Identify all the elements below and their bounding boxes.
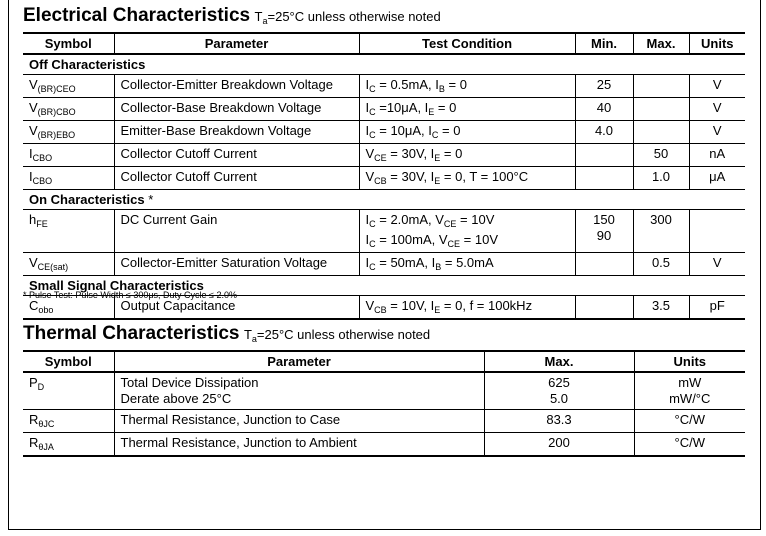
max-cell: 300 [633, 210, 689, 253]
min-cell [575, 296, 633, 320]
parameter-cell: Collector Cutoff Current [114, 144, 359, 167]
col-symbol: Symbol [44, 353, 92, 369]
parameter-cell: Total Device Dissipation Derate above 25°C [114, 372, 484, 410]
table-row [23, 75, 745, 98]
test-cell: $V_{CE} = 30V$, $I_E = 0$ [359, 144, 575, 167]
table-row [23, 433, 745, 457]
max-cell: 3.5 [633, 296, 689, 320]
min-cell [575, 253, 633, 276]
col-max: Max. [484, 351, 634, 372]
test-cell: $V_{CB} = 10V$, $I_E = 0$, f = 100kHz [359, 296, 575, 320]
parameter-cell: Thermal Resistance, Junction to Case [114, 410, 484, 433]
col-parameter: Parameter [114, 33, 359, 54]
electrical-table [23, 32, 745, 320]
unit-cell [689, 210, 745, 253]
symbol-cell: $I_{CBO}$ [29, 146, 53, 163]
symbol-cell: $V_{(BR)CBO}$ [29, 100, 76, 117]
col-test-condition: Test Condition [359, 33, 575, 54]
table-row [23, 98, 745, 121]
electrical-title-text: Electrical Characteristics [23, 5, 251, 26]
thermal-table [23, 350, 745, 457]
symbol-cell: $R_{\theta JA}$ [29, 435, 54, 452]
col-min: Min. [575, 33, 633, 54]
thermal-title [23, 323, 430, 345]
table-row [23, 410, 745, 433]
min-cell [575, 167, 633, 190]
unit-cell: V [689, 121, 745, 144]
col-symbol: Symbol [44, 35, 92, 51]
parameter-cell: Collector Cutoff Current [114, 167, 359, 190]
thermal-title-text: Thermal Characteristics [23, 323, 240, 344]
max-cell: 50 [633, 144, 689, 167]
symbol-cell: $I_{CBO}$ [29, 169, 53, 186]
unit-cell: V [689, 75, 745, 98]
symbol-cell: $C_{obo}$ [29, 298, 54, 315]
parameter-cell: DC Current Gain [114, 210, 359, 253]
table-row [23, 167, 745, 190]
symbol-cell: $V_{(BR)EBO}$ [29, 123, 76, 140]
unit-cell: V [689, 253, 745, 276]
parameter-cell: Collector-Emitter Breakdown Voltage [114, 75, 359, 98]
parameter-cell: Output Capacitance [114, 296, 359, 320]
col-units: Units [634, 351, 745, 372]
test-cell: $I_C =10\mu A$, $I_E = 0$ [359, 98, 575, 121]
test-cell: $I_C = 0.5mA$, $I_B = 0$ [359, 75, 575, 98]
symbol-cell: $V_{(BR)CEO}$ [29, 77, 76, 94]
thermal-header-row [23, 351, 745, 372]
symbol-cell: $P_D$ [29, 375, 45, 392]
electrical-condition: $T_a=25^\circ C$ unless otherwise noted [254, 9, 441, 26]
section-off: Off Characteristics [23, 54, 745, 75]
parameter-cell: Collector-Base Breakdown Voltage [114, 98, 359, 121]
pulse-test-footnote: * Pulse Test: Pulse Width ≤ 300μs, Duty Cycle ≤ 2.0% [23, 290, 237, 300]
section-small-signal: Small Signal Characteristics [23, 276, 745, 296]
unit-cell: mW mW/°C [634, 372, 745, 410]
table-row [23, 253, 745, 276]
max-cell: 83.3 [484, 410, 634, 433]
parameter-cell: Collector-Emitter Saturation Voltage [114, 253, 359, 276]
unit-cell: °C/W [634, 433, 745, 457]
max-cell [633, 98, 689, 121]
test-cell: $I_C = 10\mu A$, $I_C = 0$ [359, 121, 575, 144]
max-cell [633, 121, 689, 144]
min-cell [575, 144, 633, 167]
symbol-cell: $R_{\theta JC}$ [29, 412, 55, 429]
col-units: Units [689, 33, 745, 54]
table-row [23, 372, 745, 410]
unit-cell: nA [689, 144, 745, 167]
unit-cell: μA [689, 167, 745, 190]
min-cell: 25 [575, 75, 633, 98]
min-cell: 4.0 [575, 121, 633, 144]
table-row [23, 210, 745, 253]
min-cell: 40 [575, 98, 633, 121]
col-max: Max. [633, 33, 689, 54]
unit-cell: °C/W [634, 410, 745, 433]
max-cell: 200 [484, 433, 634, 457]
unit-cell: V [689, 98, 745, 121]
table-row [23, 144, 745, 167]
test-cell: $V_{CB} = 30V$, $I_E = 0$, T = 100°C [359, 167, 575, 190]
electrical-header-row [23, 33, 745, 54]
symbol-cell: $V_{CE(sat)}$ [29, 255, 69, 272]
table-row [23, 121, 745, 144]
unit-cell: pF [689, 296, 745, 320]
thermal-condition: $T_a=25^\circ C$ unless otherwise noted [243, 327, 431, 344]
min-cell: 150 90 [575, 210, 633, 253]
max-cell [633, 75, 689, 98]
parameter-cell: Thermal Resistance, Junction to Ambient [114, 433, 484, 457]
test-cell: $I_C = 50mA$, $I_B = 5.0mA$ [359, 253, 575, 276]
electrical-title [23, 5, 441, 27]
test-cell: $I_C = 2.0mA$, $V_{CE} = 10V$ $I_C = 100mA$, $V_{CE} = 10V$ [359, 210, 575, 253]
symbol-cell: $h_{FE}$ [29, 212, 48, 229]
parameter-cell: Emitter-Base Breakdown Voltage [114, 121, 359, 144]
section-on: On Characteristics * [23, 190, 745, 210]
max-cell: 0.5 [633, 253, 689, 276]
col-parameter: Parameter [114, 351, 484, 372]
max-cell: 1.0 [633, 167, 689, 190]
max-cell: 625 5.0 [484, 372, 634, 410]
